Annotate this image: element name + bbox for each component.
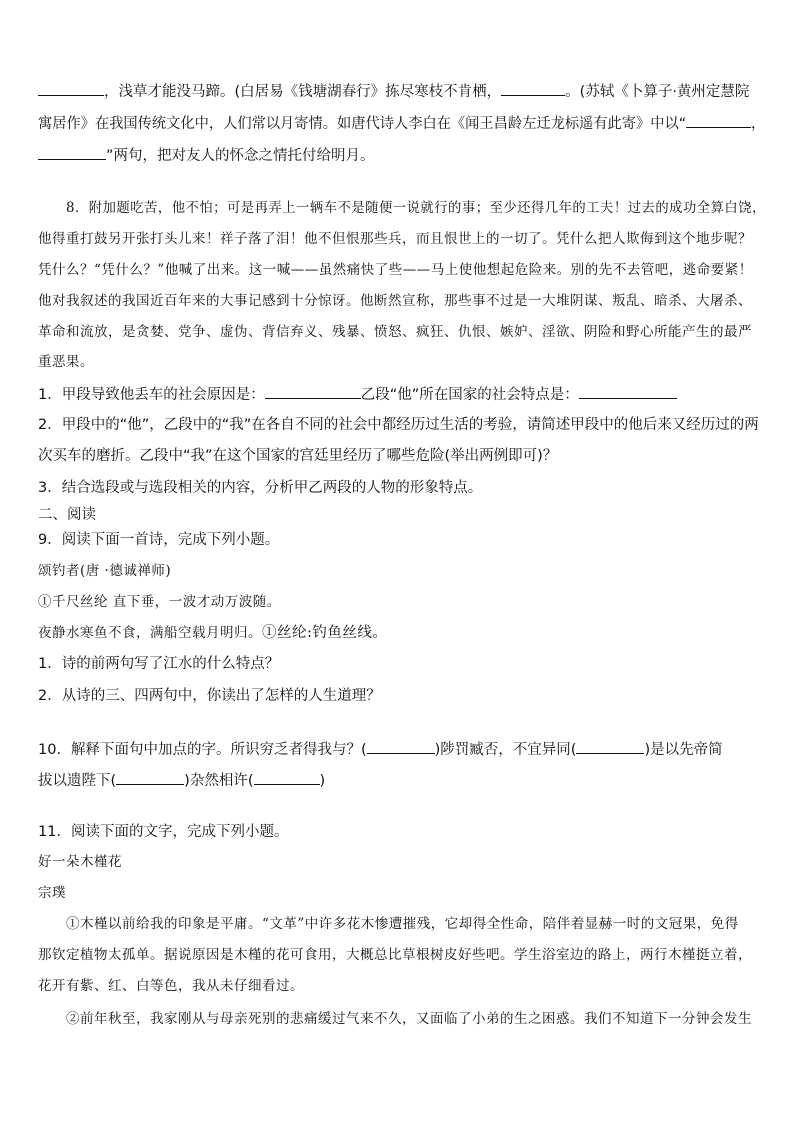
answer-blank[interactable] (116, 770, 184, 785)
q8-sub-question-3: 3．结合选段或与选段相关的内容，分析甲乙两段的人物的形象特点。 (38, 480, 483, 496)
section-heading: 二、阅读 (38, 507, 96, 523)
q10-line-1: 10．解释下面句中加点的字。所识穷乏者得我与？( )陟罚臧否，不宜异同( )是以先帝简 (38, 739, 723, 760)
poem-title: 颂钓者(唐 ·德诚禅师) (38, 563, 172, 579)
article-paragraph-line: 花开有紫、红、白等色，我从未仔细看过。 (38, 978, 304, 994)
q7-line-1 (38, 81, 749, 102)
q8-sub-question-2: 2．甲段中的“他”，乙段中的“我”在各自不同的社会中都经历过生活的考验，请简述甲段中的他后来又经历过的两 (38, 417, 759, 433)
q8-passage-line: 重恶果。 (38, 354, 94, 370)
q7-text: ”两句，把对友人的怀念之情托付给明月。 (106, 148, 375, 164)
article-paragraph-line: ②前年秋至，我家刚从与母亲死别的悲痛缓过气来不久，又面临了小弟的生之困惑。我们不知道下一分钟会发生 (66, 1011, 752, 1027)
q7-text: ， (750, 116, 766, 132)
q8-passage-line: 革命和流放，是贪婪、党争、虚伪、背信弃义、残暴、愤怒、疯狂、仇恨、嫉妒、淫欲、阴险和野心所能产生的最严 (38, 324, 752, 340)
q8-sub-question-2-cont: 次买车的磨折。乙段中“我”在这个国家的宫廷里经历了哪些危险(举出两例即可)？ (38, 448, 558, 464)
article-paragraph-line: ①木槿以前给我的印象是平庸。“文革”中许多花木惨遭摧残，它却得全性命，陪伴着显赫一时的文冠果，免得 (66, 916, 739, 932)
q8-passage-line: 他对我叙述的我国近百年来的大事记感到十分惊讶。他断然宣称，那些事不过是一大堆阴谋、叛乱、暗杀、大屠杀、 (38, 293, 752, 309)
answer-blank[interactable] (38, 145, 106, 160)
answer-blank[interactable] (501, 81, 565, 96)
answer-blank[interactable] (579, 384, 677, 399)
answer-blank[interactable] (265, 384, 361, 399)
poem-footnote: ①丝纶:钓鱼丝线。 (262, 625, 388, 641)
q7-text: 寓居作》在我国传统文化中，人们常以月寄情。如唐代诗人李白在《闻王昌龄左迁龙标遥有此寄》中以“ (38, 116, 687, 132)
answer-blank[interactable] (367, 739, 435, 754)
q9-title: 9．阅读下面一首诗，完成下列小题。 (38, 532, 280, 548)
poem-line-2: 夜静水寒鱼不食，满船空载月明归。①丝纶:钓鱼丝线。 (38, 625, 388, 641)
poem-line-1: ①千尺丝纶 直下垂，一波才动万波随。 (38, 594, 281, 610)
q8-passage-line: 他得重打鼓另开张打头儿来！祥子落了泪！他不但恨那些兵，而且恨世上的一切了。凭什么把人欺侮到这个地步呢？ (38, 231, 752, 247)
q11-title: 11．阅读下面的文字，完成下列小题。 (38, 824, 289, 840)
answer-blank[interactable] (38, 81, 104, 96)
q8-passage-line: 8．附加题吃苦，他不怕；可是再弄上一辆车不是随便一说就行的事；至少还得几年的工夫！过去的成功全算白饶， (66, 200, 766, 216)
article-paragraph-line: 那钦定植物太孤单。据说原因是木槿的花可食用，大概总比草根树皮好些吧。学生浴室边的路上，两行木槿挺立着， (38, 947, 752, 963)
q9-sub-question-2: 2．从诗的三、四两句中，你读出了怎样的人生道理？ (38, 688, 381, 704)
answer-blank[interactable] (686, 113, 751, 128)
article-title: 好一朵木槿花 (38, 854, 122, 870)
q7-text: ，浅草才能没马蹄。(白居易《钱塘湖春行》拣尽寒枝不肯栖， (104, 84, 502, 100)
answer-blank[interactable] (254, 770, 320, 785)
q7-line-3 (38, 145, 375, 166)
article-author: 宗璞 (38, 885, 66, 901)
q8-passage-line: 凭什么？“凭什么？”他喊了出来。这一喊——虽然痛快了些——马上使他想起危险来。别的先不去管吧，逃命要紧！ (38, 262, 753, 278)
q10-line-2: 拔以遗陛下( )杂然相许( ) (38, 770, 325, 791)
q7-line-2 (38, 113, 765, 134)
q8-sub-question-1: 1．甲段导致他丢车的社会原因是： 乙段“他”所在国家的社会特点是： (38, 384, 677, 405)
q9-sub-question-1: 1．诗的前两句写了江水的什么特点？ (38, 656, 280, 672)
q7-text: 。(苏轼《卜算子·黄州定慧院 (565, 84, 750, 100)
answer-blank[interactable] (576, 739, 644, 754)
